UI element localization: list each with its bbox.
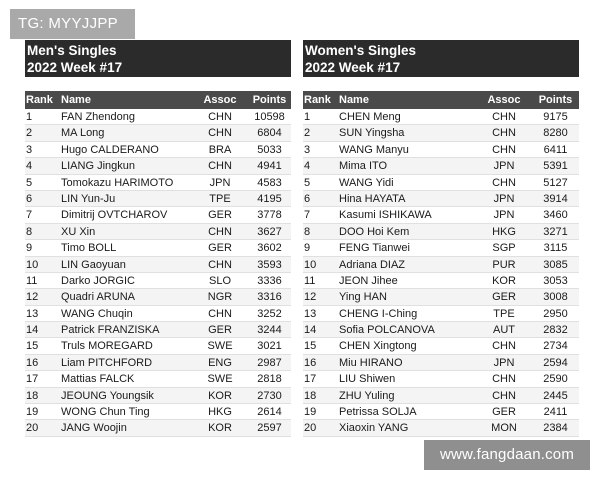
table-row <box>303 355 579 371</box>
cell-points: 2614 <box>257 406 282 419</box>
cell-rank: 4 <box>26 160 33 173</box>
cell-rank: 3 <box>304 143 311 156</box>
table-row <box>25 158 291 174</box>
table-row <box>303 257 579 273</box>
cell-points: 2987 <box>257 356 282 369</box>
cell-name: CHEN Meng <box>339 111 401 123</box>
cell-name: Quadri ARUNA <box>61 291 135 304</box>
cell-rank: 7 <box>304 209 311 222</box>
cell-rank: 14 <box>26 324 39 337</box>
table-row <box>25 257 291 273</box>
cell-points: 5127 <box>543 176 568 189</box>
table-row <box>303 207 579 223</box>
womens-title-line2: 2022 Week #17 <box>305 60 401 75</box>
cell-rank: 13 <box>26 307 39 320</box>
cell-rank: 17 <box>26 373 39 386</box>
cell-assoc: JPN <box>493 192 515 205</box>
table-row <box>25 355 291 371</box>
cell-name: LIN Gaoyuan <box>61 258 126 271</box>
cell-rank: 8 <box>304 225 311 238</box>
table-row <box>303 109 579 125</box>
cell-name: Timo BOLL <box>61 242 117 255</box>
cell-assoc: CHN <box>208 225 232 238</box>
cell-points: 4583 <box>257 176 282 189</box>
cell-points: 4941 <box>257 160 282 173</box>
cell-assoc: SWE <box>207 340 233 353</box>
cell-name: Tomokazu HARIMOTO <box>61 176 174 189</box>
cell-assoc: SGP <box>492 242 516 255</box>
womens-title-line1: Women's Singles <box>305 43 416 58</box>
mens-table-body <box>25 109 291 437</box>
cell-name: Liam PITCHFORD <box>61 356 153 369</box>
cell-name: Patrick FRANZISKA <box>61 324 160 337</box>
table-row <box>25 420 291 436</box>
cell-rank: 19 <box>304 406 317 419</box>
cell-points: 5391 <box>543 160 568 173</box>
cell-assoc: SLO <box>208 274 231 287</box>
cell-points: 6411 <box>543 143 568 156</box>
cell-rank: 18 <box>304 389 317 402</box>
cell-name: ZHU Yuling <box>339 389 395 402</box>
cell-rank: 5 <box>304 176 311 189</box>
cell-name: Truls MOREGARD <box>61 340 153 353</box>
cell-assoc: NGR <box>207 291 233 304</box>
table-row <box>303 306 579 322</box>
cell-points: 3914 <box>543 192 568 205</box>
table-row <box>25 322 291 338</box>
cell-points: 3593 <box>257 258 282 271</box>
cell-rank: 18 <box>26 389 39 402</box>
header-points: Points <box>252 94 287 106</box>
cell-name: WANG Manyu <box>339 143 409 156</box>
cell-rank: 10 <box>26 258 39 271</box>
cell-points: 5033 <box>257 143 282 156</box>
cell-rank: 12 <box>304 291 317 304</box>
cell-assoc: CHN <box>492 143 516 156</box>
womens-singles-table <box>303 40 579 437</box>
cell-rank: 3 <box>26 143 33 156</box>
cell-assoc: KOR <box>492 274 516 287</box>
cell-rank: 6 <box>26 192 33 205</box>
tag-label: TG: MYYJJPP <box>10 9 135 39</box>
table-row <box>25 273 291 289</box>
cell-assoc: HKG <box>208 406 232 419</box>
cell-assoc: AUT <box>493 324 515 337</box>
cell-points: 4195 <box>257 192 282 205</box>
cell-name: JEOUNG Youngsik <box>61 389 154 402</box>
cell-assoc: CHN <box>492 340 516 353</box>
cell-rank: 20 <box>304 422 317 435</box>
cell-points: 2384 <box>543 422 568 435</box>
cell-assoc: GER <box>208 209 232 222</box>
cell-assoc: JPN <box>493 209 515 222</box>
cell-name: SUN Yingsha <box>339 127 405 140</box>
cell-points: 2734 <box>543 340 568 353</box>
table-row <box>303 420 579 436</box>
cell-assoc: PUR <box>492 258 516 271</box>
cell-points: 3602 <box>257 242 282 255</box>
table-row <box>25 207 291 223</box>
cell-points: 3053 <box>543 274 568 287</box>
cell-name: JANG Woojin <box>61 422 127 435</box>
table-row <box>303 158 579 174</box>
header-name: Name <box>61 94 91 106</box>
cell-rank: 8 <box>26 225 33 238</box>
cell-name: Sofia POLCANOVA <box>339 324 435 337</box>
table-row <box>303 404 579 420</box>
cell-name: CHENG I-Ching <box>339 307 418 320</box>
cell-points: 6804 <box>257 127 282 140</box>
table-row <box>25 191 291 207</box>
header-assoc: Assoc <box>487 94 521 106</box>
cell-assoc: TPE <box>209 192 231 205</box>
cell-name: XU Xin <box>61 225 96 238</box>
header-name: Name <box>339 94 369 106</box>
cell-points: 3460 <box>543 209 568 222</box>
cell-rank: 11 <box>26 274 38 287</box>
table-row <box>25 306 291 322</box>
womens-table-header <box>303 91 579 109</box>
table-row <box>303 388 579 404</box>
cell-assoc: KOR <box>208 422 232 435</box>
table-row <box>25 289 291 305</box>
cell-name: FENG Tianwei <box>339 242 410 255</box>
cell-rank: 4 <box>304 160 311 173</box>
cell-name: WONG Chun Ting <box>61 406 150 419</box>
cell-points: 2594 <box>543 356 568 369</box>
cell-rank: 2 <box>26 127 33 140</box>
table-row <box>25 109 291 125</box>
cell-assoc: CHN <box>208 111 232 123</box>
cell-rank: 13 <box>304 307 317 320</box>
cell-name: Ying HAN <box>339 291 387 304</box>
header-rank: Rank <box>304 94 331 106</box>
cell-points: 3244 <box>257 324 282 337</box>
cell-assoc: JPN <box>493 356 515 369</box>
table-row <box>25 240 291 256</box>
cell-rank: 15 <box>304 340 317 353</box>
header-points: Points <box>538 94 573 106</box>
cell-points: 3316 <box>257 291 282 304</box>
cell-points: 3021 <box>257 340 282 353</box>
cell-assoc: ENG <box>208 356 232 369</box>
cell-rank: 14 <box>304 324 317 337</box>
table-row <box>303 338 579 354</box>
cell-rank: 7 <box>26 209 33 222</box>
cell-name: MA Long <box>61 127 105 140</box>
cell-rank: 19 <box>26 406 39 419</box>
cell-rank: 9 <box>304 242 311 255</box>
table-row <box>25 404 291 420</box>
table-row <box>25 125 291 141</box>
cell-points: 3627 <box>257 225 282 238</box>
cell-points: 2445 <box>543 389 568 402</box>
cell-points: 10598 <box>254 111 285 123</box>
cell-name: Darko JORGIC <box>61 274 135 287</box>
header-assoc: Assoc <box>203 94 237 106</box>
table-row <box>25 388 291 404</box>
cell-assoc: CHN <box>492 373 516 386</box>
cell-name: WANG Yidi <box>339 176 394 189</box>
cell-name: Kasumi ISHIKAWA <box>339 209 432 222</box>
cell-points: 3252 <box>257 307 282 320</box>
mens-table-title <box>25 40 291 77</box>
cell-name: Xiaoxin YANG <box>339 422 409 435</box>
cell-assoc: GER <box>492 406 516 419</box>
cell-assoc: CHN <box>492 176 516 189</box>
table-row <box>303 289 579 305</box>
cell-name: Dimitrij OVTCHAROV <box>61 209 168 222</box>
cell-rank: 17 <box>304 373 317 386</box>
cell-assoc: CHN <box>492 389 516 402</box>
table-row <box>303 125 579 141</box>
table-row <box>303 371 579 387</box>
cell-name: Hugo CALDERANO <box>61 143 159 156</box>
mens-singles-table <box>25 40 291 437</box>
cell-name: Petrissa SOLJA <box>339 406 417 419</box>
cell-name: CHEN Xingtong <box>339 340 417 353</box>
table-row <box>303 191 579 207</box>
cell-points: 3008 <box>543 291 568 304</box>
mens-table-header <box>25 91 291 109</box>
watermark-label: www.fangdaan.com <box>424 440 590 470</box>
table-row <box>303 224 579 240</box>
cell-name: FAN Zhendong <box>61 111 135 123</box>
mens-title-line2: 2022 Week #17 <box>27 60 123 75</box>
table-row <box>25 175 291 191</box>
cell-assoc: CHN <box>208 160 232 173</box>
cell-rank: 1 <box>26 111 33 123</box>
cell-points: 3336 <box>257 274 282 287</box>
cell-name: Hina HAYATA <box>339 192 406 205</box>
header-rank: Rank <box>26 94 53 106</box>
table-row <box>303 142 579 158</box>
table-row <box>303 240 579 256</box>
cell-points: 2590 <box>543 373 568 386</box>
cell-rank: 15 <box>26 340 39 353</box>
table-row <box>303 273 579 289</box>
cell-rank: 20 <box>26 422 39 435</box>
cell-name: DOO Hoi Kem <box>339 225 410 238</box>
cell-rank: 12 <box>26 291 39 304</box>
cell-assoc: HKG <box>492 225 516 238</box>
cell-name: JEON Jihee <box>339 274 398 287</box>
cell-assoc: CHN <box>208 127 232 140</box>
cell-assoc: GER <box>492 291 516 304</box>
cell-points: 8280 <box>543 127 568 140</box>
cell-points: 9175 <box>543 111 568 123</box>
cell-points: 2411 <box>543 406 568 419</box>
table-row <box>303 175 579 191</box>
cell-assoc: MON <box>491 422 517 435</box>
womens-table-body <box>303 109 579 437</box>
cell-rank: 11 <box>304 274 316 287</box>
cell-assoc: SWE <box>207 373 233 386</box>
cell-assoc: JPN <box>209 176 231 189</box>
cell-name: WANG Chuqin <box>61 307 133 320</box>
cell-rank: 16 <box>304 356 317 369</box>
cell-points: 2832 <box>543 324 568 337</box>
cell-assoc: CHN <box>208 307 232 320</box>
cell-assoc: BRA <box>208 143 232 156</box>
cell-points: 3778 <box>257 209 282 222</box>
table-row <box>25 224 291 240</box>
cell-name: Adriana DIAZ <box>339 258 406 271</box>
cell-points: 2730 <box>257 389 282 402</box>
cell-points: 2597 <box>257 422 282 435</box>
cell-points: 3271 <box>543 225 568 238</box>
mens-title-line1: Men's Singles <box>27 43 117 58</box>
cell-points: 2950 <box>543 307 568 320</box>
womens-table-title <box>303 40 579 77</box>
cell-assoc: GER <box>208 242 232 255</box>
table-row <box>25 371 291 387</box>
cell-points: 2818 <box>257 373 282 386</box>
cell-name: LIANG Jingkun <box>61 160 135 173</box>
table-row <box>25 142 291 158</box>
cell-rank: 5 <box>26 176 33 189</box>
cell-assoc: GER <box>208 324 232 337</box>
cell-rank: 10 <box>304 258 317 271</box>
cell-assoc: CHN <box>208 258 232 271</box>
cell-name: LIN Yun-Ju <box>61 192 116 205</box>
cell-rank: 1 <box>304 111 311 123</box>
cell-name: Mattias FALCK <box>61 373 135 386</box>
cell-points: 3085 <box>543 258 568 271</box>
cell-name: LIU Shiwen <box>339 373 396 386</box>
table-row <box>303 322 579 338</box>
cell-assoc: CHN <box>492 111 516 123</box>
cell-rank: 6 <box>304 192 311 205</box>
cell-assoc: CHN <box>492 127 516 140</box>
cell-assoc: TPE <box>493 307 515 320</box>
cell-rank: 9 <box>26 242 33 255</box>
cell-rank: 16 <box>26 356 39 369</box>
cell-points: 3115 <box>543 242 568 255</box>
cell-name: Mima ITO <box>339 160 388 173</box>
cell-name: Miu HIRANO <box>339 356 403 369</box>
cell-rank: 2 <box>304 127 311 140</box>
cell-assoc: KOR <box>208 389 232 402</box>
cell-assoc: JPN <box>493 160 515 173</box>
table-row <box>25 338 291 354</box>
